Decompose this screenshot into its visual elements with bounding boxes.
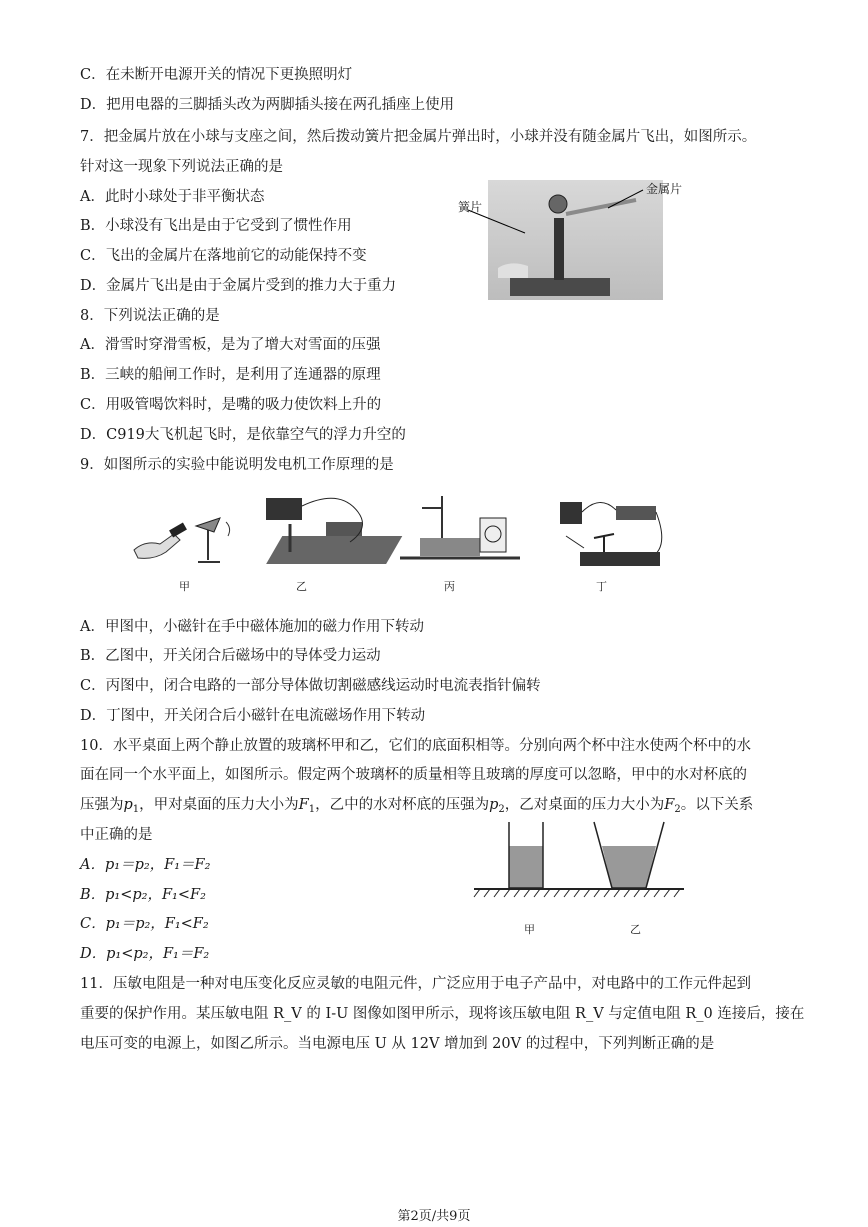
q7-label-spring: 簧片	[458, 200, 483, 214]
q10-p1-subscript: 1	[132, 804, 140, 815]
q11-line1: 11．压敏电阻是一种对电压变化反应灵敏的电阻元件，广泛应用于电子产品中，对电路中的工作元件起到	[80, 976, 751, 992]
q7-option-a: A．此时小球处于非平衡状态	[80, 189, 265, 205]
q9-caption-ding: 丁	[596, 580, 607, 593]
q10-line3-b: ，甲对桌面的压力大小为	[139, 797, 299, 813]
q10-option-d: D．p₁<p₂，F₁＝F₂	[80, 946, 210, 962]
q10-line3-e: 。以下关系	[680, 797, 754, 813]
q10-cups-figure	[472, 818, 688, 903]
q10-f2-symbol: F	[664, 797, 675, 813]
q10-option-b: B．p₁<p₂，F₁<F₂	[80, 887, 206, 903]
q10-line3-a: 压强为	[80, 797, 124, 813]
q9-option-d: D．丁图中，开关闭合后小磁针在电流磁场作用下转动	[80, 708, 426, 724]
q10-p1-symbol: p	[123, 797, 133, 813]
q9-option-a: A．甲图中，小磁针在手中磁体施加的磁力作用下转动	[80, 619, 424, 635]
q10-line2: 面在同一个水平面上，如图所示。假定两个玻璃杯的质量相等且玻璃的厚度可以忽略，甲中的水对杯底的	[80, 767, 747, 783]
q10-line3	[80, 795, 753, 820]
q10-f1-symbol: F	[298, 797, 309, 813]
q10-caption-yi: 乙	[630, 923, 641, 936]
q10-option-c: C．p₁＝p₂，F₁<F₂	[80, 916, 209, 932]
q8-option-b: B．三峡的船闸工作时，是利用了连通器的原理	[80, 367, 381, 383]
q11-line3: 电压可变的电源上，如图乙所示。当电源电压 U 从 12V 增加到 20V 的过程中，下列判断正确的是	[80, 1036, 715, 1052]
page-footer: 第2页/共9页	[397, 1209, 471, 1224]
q11-line2: 重要的保护作用。某压敏电阻 R_V 的 I-U 图像如图甲所示，现将该压敏电阻 R_V 与定值电阻 R_0 连接后，接在	[80, 1006, 805, 1022]
q7-label-metal: 金属片	[646, 182, 683, 196]
q9-figure-jia	[134, 518, 230, 562]
q9-figure-bing	[400, 496, 520, 558]
q9-stem: 9．如图所示的实验中能说明发电机工作原理的是	[80, 457, 394, 473]
q10-f2-subscript: 2	[674, 804, 681, 815]
q10-option-a: A．p₁＝p₂，F₁＝F₂	[80, 857, 211, 873]
q10-p2-subscript: 2	[498, 804, 505, 815]
q8-option-d: D．C919大飞机起飞时，是依靠空气的浮力升空的	[80, 427, 406, 443]
q10-f1-subscript: 1	[308, 804, 316, 815]
q8-stem: 8．下列说法正确的是	[80, 308, 220, 324]
q9-caption-yi: 乙	[296, 580, 307, 593]
q8-option-a: A．滑雪时穿滑雪板，是为了增大对雪面的压强	[80, 337, 381, 353]
q10-line3-d: ，乙对桌面的压力大小为	[504, 797, 665, 813]
q9-caption-bing: 丙	[444, 580, 455, 593]
q10-line1: 10．水平桌面上两个静止放置的玻璃杯甲和乙，它们的底面积相等。分别向两个杯中注水使两个杯中的水	[80, 738, 751, 754]
q10-caption-jia: 甲	[524, 923, 535, 936]
q7-option-c: C．飞出的金属片在落地前它的动能保持不变	[80, 248, 367, 264]
q6-option-c: C．在未断开电源开关的情况下更换照明灯	[80, 67, 353, 83]
q9-option-c: C．丙图中，闭合电路的一部分导体做切割磁感线运动时电流表指针偏转	[80, 678, 541, 694]
q8-option-c: C．用吸管喝饮料时，是嘴的吸力使饮料上升的	[80, 397, 382, 413]
q9-figures	[130, 488, 670, 578]
q10-line4: 中正确的是	[80, 827, 153, 843]
q10-p2-symbol: p	[489, 797, 499, 813]
q9-option-b: B．乙图中，开关闭合后磁场中的导体受力运动	[80, 648, 381, 664]
q7-figure	[458, 178, 693, 303]
q7-stem-line2: 针对这一现象下列说法正确的是	[80, 159, 283, 175]
q6-option-d: D．把用电器的三脚插头改为两脚插头接在两孔插座上使用	[80, 97, 455, 113]
q7-option-d: D．金属片飞出是由于金属片受到的推力大于重力	[80, 278, 397, 294]
q9-figure-yi	[266, 498, 402, 564]
q9-figure-ding	[560, 502, 662, 566]
q7-stem-line1: 7．把金属片放在小球与支座之间，然后拨动簧片把金属片弹出时，小球并没有随金属片飞出，如图所示。	[80, 129, 757, 145]
q7-option-b: B．小球没有飞出是由于它受到了惯性作用	[80, 218, 352, 234]
q9-caption-jia: 甲	[179, 580, 190, 593]
q10-line3-c: ，乙中的水对杯底的压强为	[315, 797, 490, 813]
